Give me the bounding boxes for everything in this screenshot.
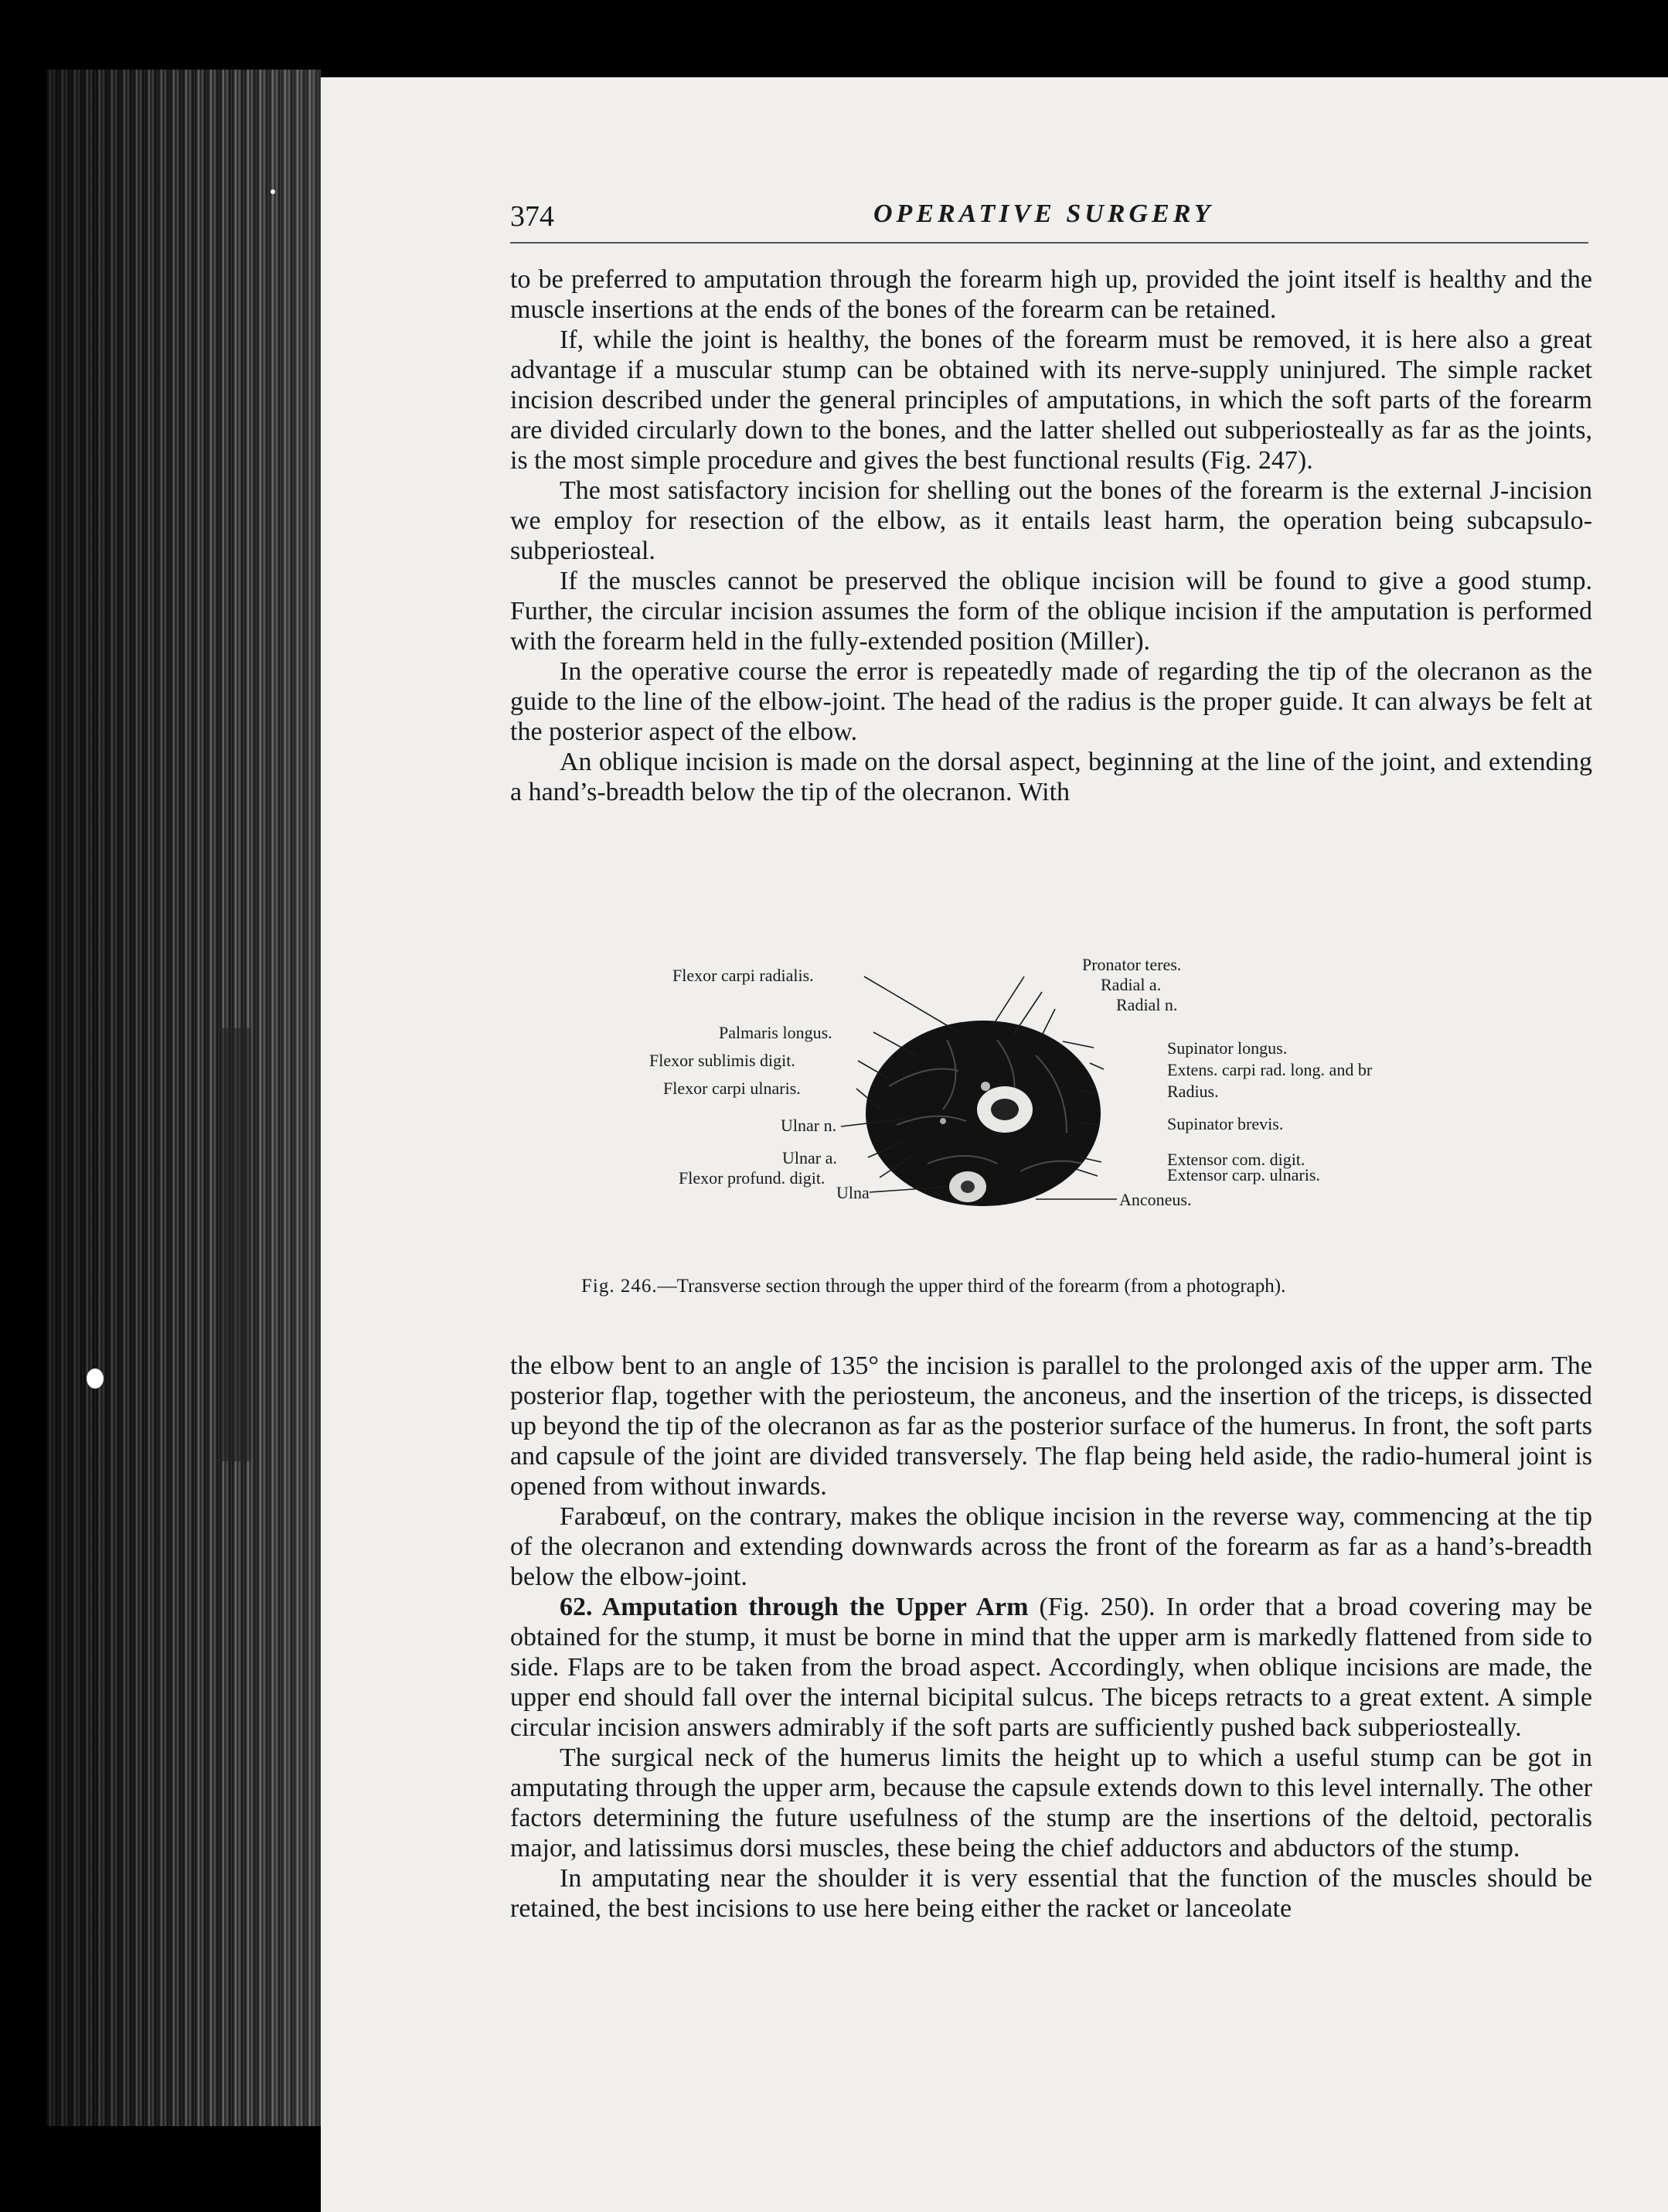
label-ulna: Ulna	[836, 1183, 870, 1202]
figure-246	[634, 955, 1469, 1249]
label-radial-artery: Radial a.	[1101, 975, 1162, 994]
paragraph: If the muscles cannot be preserved the oblique incision will be found to give a good stump. Further, the circular incision assumes the form of the oblique incision if the amputation is performed with the forearm held in the fully-extended position (Miller).	[510, 567, 1592, 656]
label-anconeus: Anconeus.	[1119, 1190, 1192, 1209]
page-number: 374	[510, 200, 554, 233]
label-extensor-com-digit: Extensor com. digit.	[1167, 1150, 1305, 1169]
label-extens-carpi-rad: Extens. carpi rad. long. and br	[1167, 1060, 1373, 1079]
paragraph: to be preferred to amputation through the forearm high up, provided the joint itself is healthy and the muscle insertions at the ends of the bones of the forearm can be retained.	[510, 265, 1592, 324]
label-palmaris-longus: Palmaris longus.	[719, 1023, 832, 1042]
caption-figure-number: Fig. 246.	[581, 1276, 658, 1297]
dust-speck	[271, 189, 275, 194]
label-radius: Radius.	[1167, 1082, 1219, 1101]
label-flexor-carpi-ulnaris: Flexor carpi ulnaris.	[663, 1079, 801, 1098]
caption-text: —Transverse section through the upper third of the forearm (from a photograph).	[657, 1276, 1286, 1297]
library-stamp	[220, 1028, 251, 1461]
label-flexor-profundus: Flexor profund. digit.	[679, 1168, 825, 1188]
section-text: (Fig. 250). In order that a broad covering may be obtained for the stump, it must be borne in mind that the upper arm is markedly flattened from side to side. Flaps are to be taken from the broad aspect. Accordingly, when oblique incisions are made, the upper end should fall over the internal bicipital sulcus. The biceps retracts to a great extent. A simple circular incision answers admirably if the soft parts are sufficiently pushed back subperiosteally.	[510, 1593, 1592, 1742]
paragraph: The surgical neck of the humerus limits the height up to which a useful stump can be got in amputating through the upper arm, because the capsule extends down to this level internally. The other factors determining the future usefulness of the stump are the insertions of the deltoid, pectoralis major, and latissimus dorsi muscles, these being the chief adductors and abductors of the stump.	[510, 1743, 1592, 1863]
figure-caption	[581, 1276, 1540, 1297]
section-paragraph	[510, 1592, 1592, 1743]
label-supinator-brevis: Supinator brevis.	[1167, 1114, 1284, 1133]
label-flexor-carpi-radialis: Flexor carpi radialis.	[672, 966, 814, 985]
page-header	[510, 199, 1237, 238]
text-block-bottom	[510, 1351, 1592, 1924]
paragraph: Farabœuf, on the contrary, makes the oblique incision in the reverse way, commencing at the tip of the olecranon and extending downwards across the front of the forearm as far as a hand’s-breadth below the elbow-joint.	[510, 1502, 1592, 1591]
paragraph: An oblique incision is made on the dorsal aspect, beginning at the line of the joint, and extending a hand’s-breadth below the tip of the olecranon. With	[510, 748, 1592, 806]
label-supinator-longus: Supinator longus.	[1167, 1038, 1288, 1058]
label-flexor-sublimis: Flexor sublimis digit.	[649, 1051, 795, 1070]
running-title: OPERATIVE SURGERY	[873, 199, 1214, 228]
cross-section-illustration	[634, 955, 1469, 1249]
paragraph: If, while the joint is healthy, the bones of the forearm must be removed, it is here also a great advantage if a muscular stump can be obtained with its nerve-supply uninjured. The simple racket incision described under the general principles of amputations, in which the soft parts of the forearm are divided circularly down to the bones, and the latter shelled out subperiosteally as far as the joints, is the most simple procedure and gives the best functional results (Fig. 247).	[510, 325, 1592, 475]
header-rule	[510, 242, 1588, 244]
edge-shadow	[46, 70, 321, 2126]
paragraph: The most satisfactory incision for shelling out the bones of the forearm is the external J-incision we employ for resection of the elbow, as it entails least harm, the operation being subcapsulo-subperiosteal.	[510, 476, 1592, 565]
paragraph: In the operative course the error is repeatedly made of regarding the tip of the olecranon as the guide to the line of the elbow-joint. The head of the radius is the proper guide. It can always be felt at the posterior aspect of the elbow.	[510, 657, 1592, 746]
paragraph: the elbow bent to an angle of 135° the incision is parallel to the prolonged axis of the upper arm. The posterior flap, together with the periosteum, the anconeus, and the insertion of the triceps, is dissected up beyond the tip of the olecranon as far as the posterior surface of the humerus. In front, the soft parts and capsule of the joint are divided transversely. The flap being held aside, the radio-humeral joint is opened from without inwards.	[510, 1351, 1592, 1501]
label-radial-nerve: Radial n.	[1116, 995, 1178, 1014]
label-pronator-teres: Pronator teres.	[1082, 955, 1182, 974]
text-block-top	[510, 264, 1592, 807]
dust-speck	[87, 1368, 104, 1389]
paragraph: In amputating near the shoulder it is very essential that the function of the muscles should be retained, the best incisions to use here being either the racket or lanceolate	[510, 1864, 1592, 1923]
label-extensor-carp-ulnaris: Extensor carp. ulnaris.	[1167, 1165, 1320, 1184]
section-heading: 62. Amputation through the Upper Arm	[560, 1593, 1029, 1621]
label-ulnar-artery: Ulnar a.	[782, 1148, 837, 1167]
label-ulnar-nerve: Ulnar n.	[781, 1116, 837, 1135]
